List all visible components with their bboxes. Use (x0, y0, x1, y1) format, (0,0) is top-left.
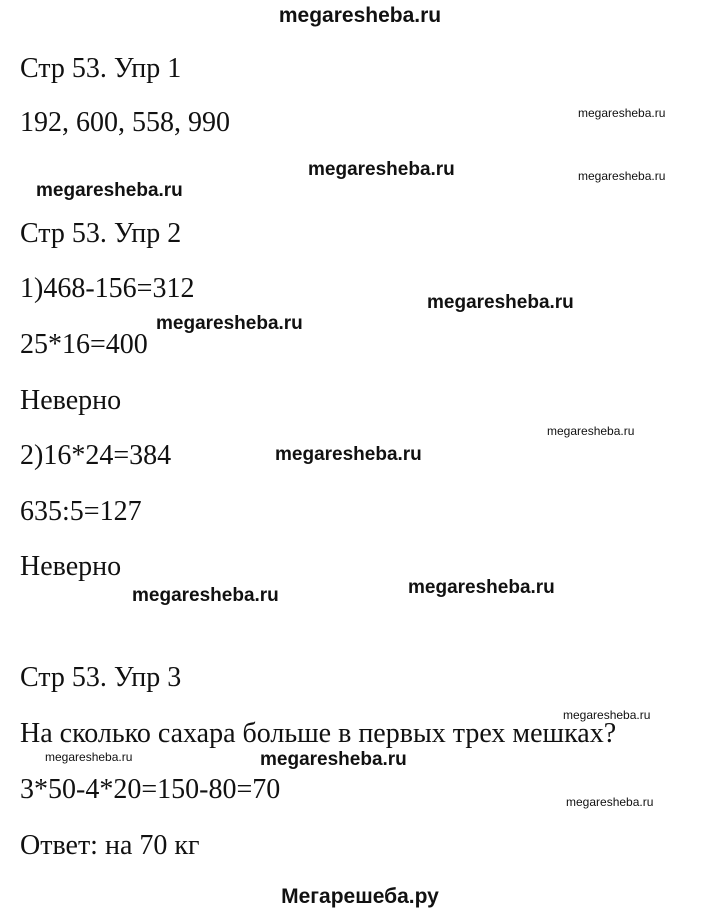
exercise-2-verdict-2: Неверно (20, 551, 122, 582)
exercise-3-answer: Ответ: на 70 кг (20, 830, 200, 861)
watermark: megaresheba.ru (408, 577, 555, 598)
exercise-2-line-2: 25*16=400 (20, 329, 148, 360)
watermark: megaresheba.ru (427, 292, 574, 313)
site-footer: Мегарешеба.ру (281, 885, 439, 908)
watermark: megaresheba.ru (578, 169, 666, 183)
exercise-3-solution: 3*50-4*20=150-80=70 (20, 774, 281, 805)
watermark: megaresheba.ru (563, 708, 651, 722)
exercise-1-title: Стр 53. Упр 1 (20, 53, 182, 84)
watermark: megaresheba.ru (547, 424, 635, 438)
exercise-2-line-3: 2)16*24=384 (20, 440, 172, 471)
watermark: megaresheba.ru (260, 749, 407, 770)
watermark: megaresheba.ru (36, 180, 183, 201)
exercise-1-answer: 192, 600, 558, 990 (20, 107, 230, 138)
exercise-2-verdict-1: Неверно (20, 385, 122, 416)
exercise-3-question: На сколько сахара больше в первых трех мешках? (20, 718, 617, 749)
site-header: megaresheba.ru (278, 4, 442, 27)
exercise-2-title: Стр 53. Упр 2 (20, 218, 182, 249)
watermark: megaresheba.ru (275, 444, 422, 465)
exercise-3-title: Стр 53. Упр 3 (20, 662, 182, 693)
exercise-2-line-1: 1)468-156=312 (20, 273, 195, 304)
watermark: megaresheba.ru (156, 313, 303, 334)
watermark: megaresheba.ru (578, 106, 666, 120)
watermark: megaresheba.ru (132, 585, 279, 606)
watermark: megaresheba.ru (566, 795, 654, 809)
exercise-2-line-4: 635:5=127 (20, 496, 142, 527)
watermark: megaresheba.ru (45, 750, 133, 764)
watermark: megaresheba.ru (308, 159, 455, 180)
